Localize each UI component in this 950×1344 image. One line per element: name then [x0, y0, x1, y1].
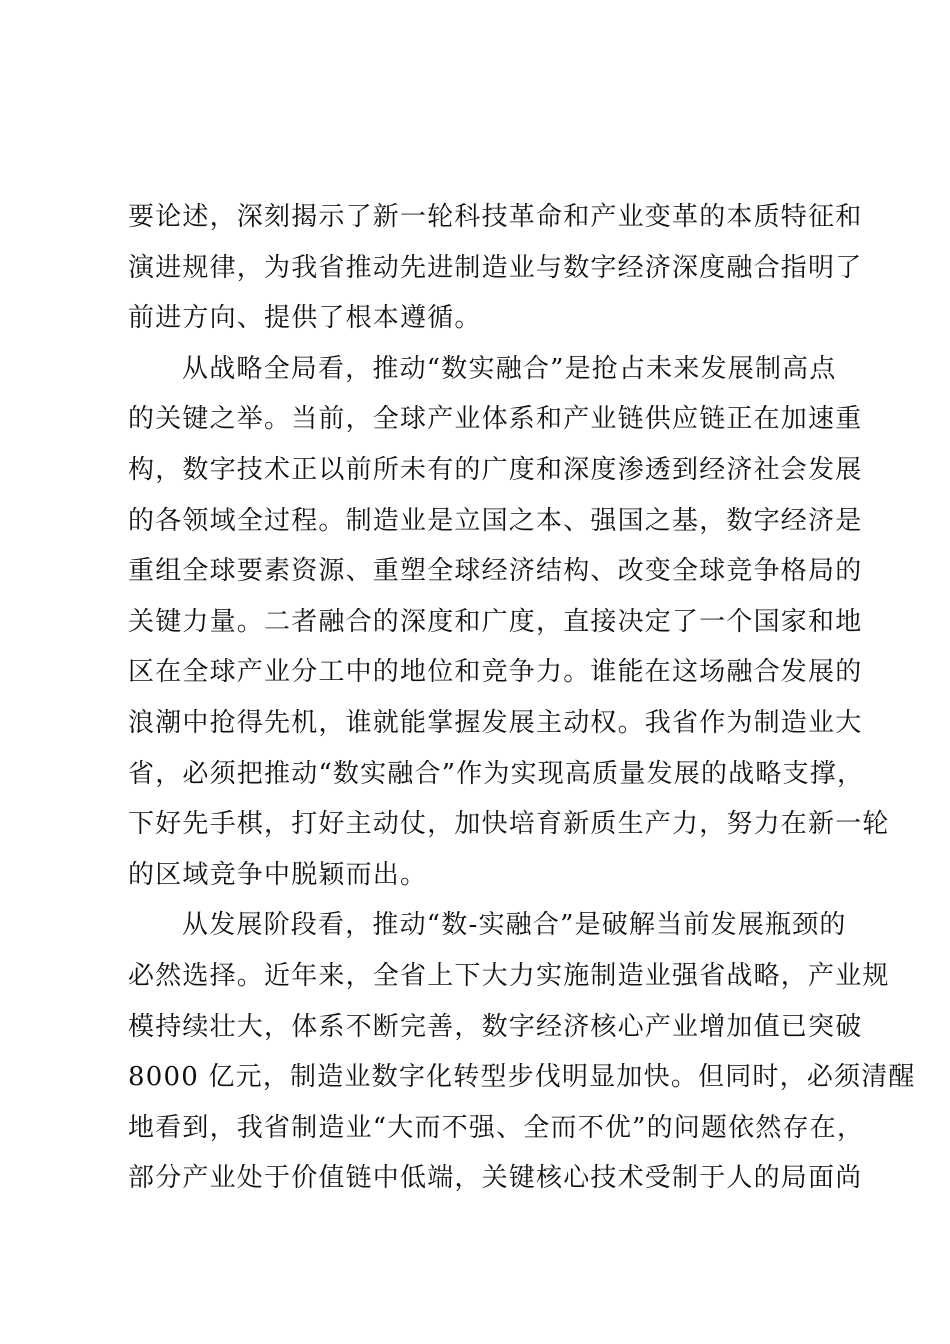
paragraph-3-line-2: 必然选择。近年来，全省上下大力实施制造业强省战略，产业规: [128, 960, 890, 991]
paragraph-3-line-6: 部分产业处于价值链中低端，关键核心技术受制于人的局面尚: [128, 1163, 863, 1194]
paragraph-1-line-2: 演进规律，为我省推动先进制造业与数字经济深度融合指明了: [128, 252, 863, 283]
paragraph-2-line-2: 的关键之举。当前，全球产业体系和产业链供应链正在加速重: [128, 404, 863, 435]
paragraph-2-line-7: 区在全球产业分工中的地位和竞争力。谁能在这场融合发展的: [128, 657, 863, 688]
paragraph-2-line-11: 的区域竞争中脱颖而出。: [128, 859, 428, 890]
paragraph-2-line-1: 从战略全局看，推动“数实融合”是抢占未来发展制高点: [182, 353, 837, 384]
paragraph-3-line-1: 从发展阶段看，推动“数-实融合”是破解当前发展瓶颈的: [182, 910, 847, 941]
paragraph-2-line-4: 的各领域全过程。制造业是立国之本、强国之基，数字经济是: [128, 505, 863, 536]
paragraph-3-line-3: 模持续壮大，体系不断完善，数字经济核心产业增加值已突破: [128, 1011, 863, 1042]
paragraph-2-line-10: 下好先手棋，打好主动仗，加快培育新质生产力，努力在新一轮: [128, 809, 890, 840]
paragraph-1-line-1: 要论述，深刻揭示了新一轮科技革命和产业变革的本质特征和: [128, 202, 863, 232]
paragraph-2-line-3: 构，数字技术正以前所未有的广度和深度渗透到经济社会发展: [128, 454, 863, 485]
paragraph-2-line-6: 关键力量。二者融合的深度和广度，直接决定了一个国家和地: [128, 606, 863, 637]
paragraph-2-line-9: 省，必须把推动“数实融合”作为实现高质量发展的战略支撑，: [128, 758, 865, 789]
paragraph-2-line-8: 浪潮中抢得先机，谁就能掌握发展主动权。我省作为制造业大: [128, 707, 863, 738]
paragraph-3-line-5: 地看到，我省制造业“大而不强、全而不优”的问题依然存在，: [128, 1112, 865, 1143]
paragraph-2-line-5: 重组全球要素资源、重塑全球经济结构、改变全球竞争格局的: [128, 556, 863, 587]
document-body: [128, 192, 916, 1204]
paragraph-1-line-3: 前进方向、提供了根本遵循。: [128, 303, 482, 334]
paragraph-3-line-4: 8000 亿元，制造业数字化转型步伐明显加快。但同时，必须清醒: [128, 1062, 916, 1093]
